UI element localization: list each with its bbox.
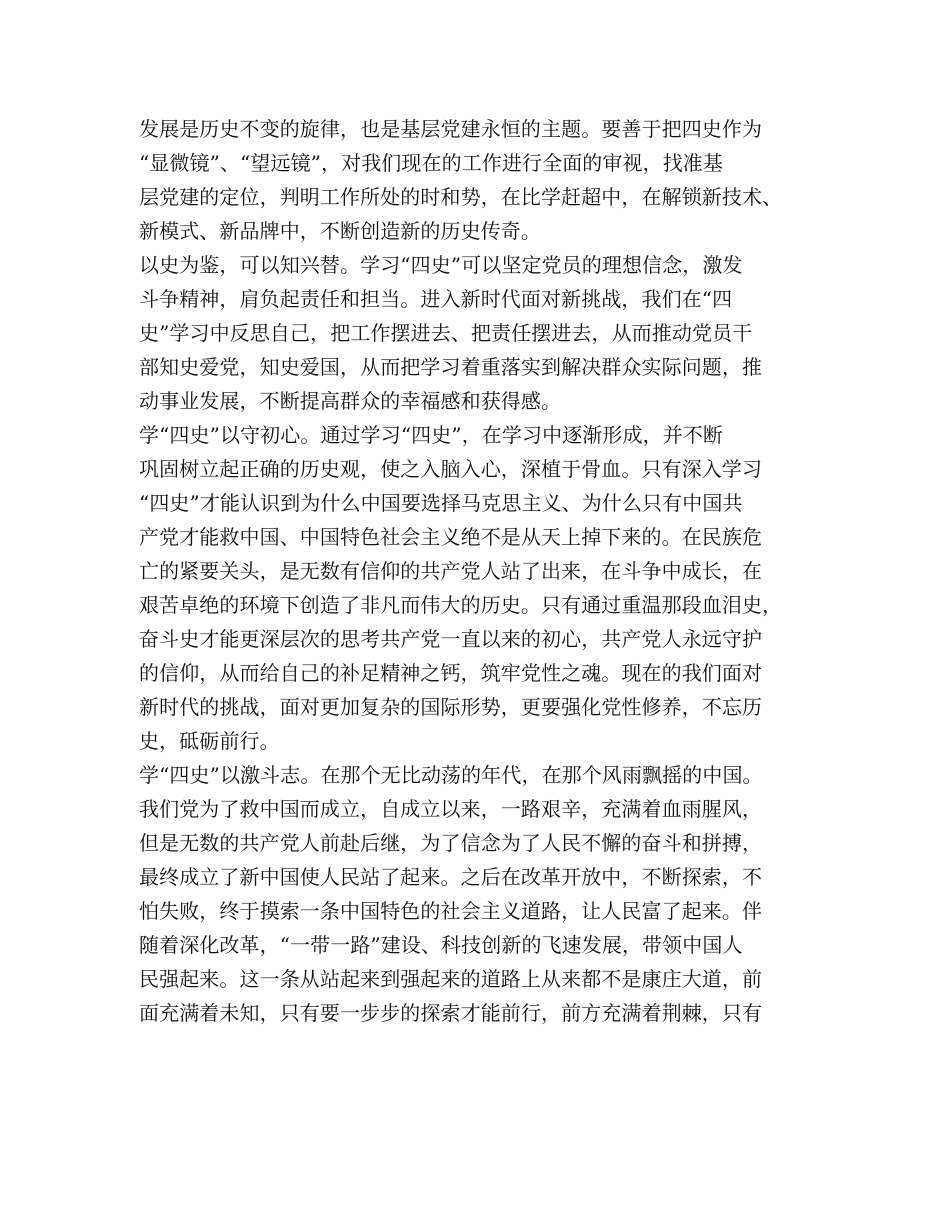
text-line: 怕失败，终于摸索一条中国特色的社会主义道路，让人民富了起来。伴 <box>139 899 763 923</box>
text-line: 产党才能救中国、中国特色社会主义绝不是从天上掉下来的。在民族危 <box>139 525 763 549</box>
text-line: 新时代的挑战，面对更加复杂的国际形势，更要强化党性修养，不忘历 <box>139 695 763 719</box>
text-line: “显微镜”、“望远镜”，对我们现在的工作进行全面的审视，找准基 <box>139 151 723 175</box>
text-line: 奋斗史才能更深层次的思考共产党一直以来的初心，共产党人永远守护 <box>139 627 763 651</box>
text-line: 随着深化改革，“一带一路”建设、科技创新的飞速发展，带领中国人 <box>139 933 743 957</box>
text-line: 史”学习中反思自己，把工作摆进去、把责任摆进去，从而推动党员干 <box>139 321 753 345</box>
text-line: 学“四史”以激斗志。在那个无比动荡的年代，在那个风雨飘摇的中国。 <box>139 763 763 787</box>
text-line: 层党建的定位，判明工作所处的时和势，在比学赶超中，在解锁新技术、 <box>139 185 783 209</box>
text-line: 以史为鉴，可以知兴替。学习“四史”可以坚定党员的理想信念，激发 <box>139 253 743 277</box>
text-line: 动事业发展，不断提高群众的幸福感和获得感。 <box>139 389 562 413</box>
text-line: 但是无数的共产党人前赴后继，为了信念为了人民不懈的奋斗和拼搏， <box>139 831 763 855</box>
text-line: 史，砥砺前行。 <box>139 729 280 753</box>
text-line: 我们党为了救中国而成立，自成立以来，一路艰辛，充满着血雨腥风， <box>139 797 763 821</box>
text-line: 新模式、新品牌中，不断创造新的历史传奇。 <box>139 219 541 243</box>
text-line: “四史”才能认识到为什么中国要选择马克思主义、为什么只有中国共 <box>139 491 743 515</box>
text-line: 民强起来。这一条从站起来到强起来的道路上从来都不是康庄大道，前 <box>139 967 763 991</box>
text-line: 亡的紧要关头，是无数有信仰的共产党人站了出来，在斗争中成长，在 <box>139 559 763 583</box>
text-line: 学“四史”以守初心。通过学习“四史”，在学习中逐渐形成，并不断 <box>139 423 723 447</box>
text-line: 部知史爱党，知史爱国，从而把学习着重落实到解决群众实际问题，推 <box>139 355 763 379</box>
text-line: 艰苦卓绝的环境下创造了非凡而伟大的历史。只有通过重温那段血泪史， <box>139 593 783 617</box>
text-line: 面充满着未知，只有要一步步的探索才能前行，前方充满着荆棘，只有 <box>139 1001 763 1025</box>
text-line: 斗争精神，肩负起责任和担当。进入新时代面对新挑战，我们在“四 <box>139 287 733 311</box>
text-line: 的信仰，从而给自己的补足精神之钙，筑牢党性之魂。现在的我们面对 <box>139 661 763 685</box>
text-line: 巩固树立起正确的历史观，使之入脑入心，深植于骨血。只有深入学习 <box>139 457 763 481</box>
document-body <box>139 112 819 1030</box>
text-line: 发展是历史不变的旋律，也是基层党建永恒的主题。要善于把四史作为 <box>139 117 763 141</box>
text-line: 最终成立了新中国使人民站了起来。之后在改革开放中，不断探索，不 <box>139 865 763 889</box>
